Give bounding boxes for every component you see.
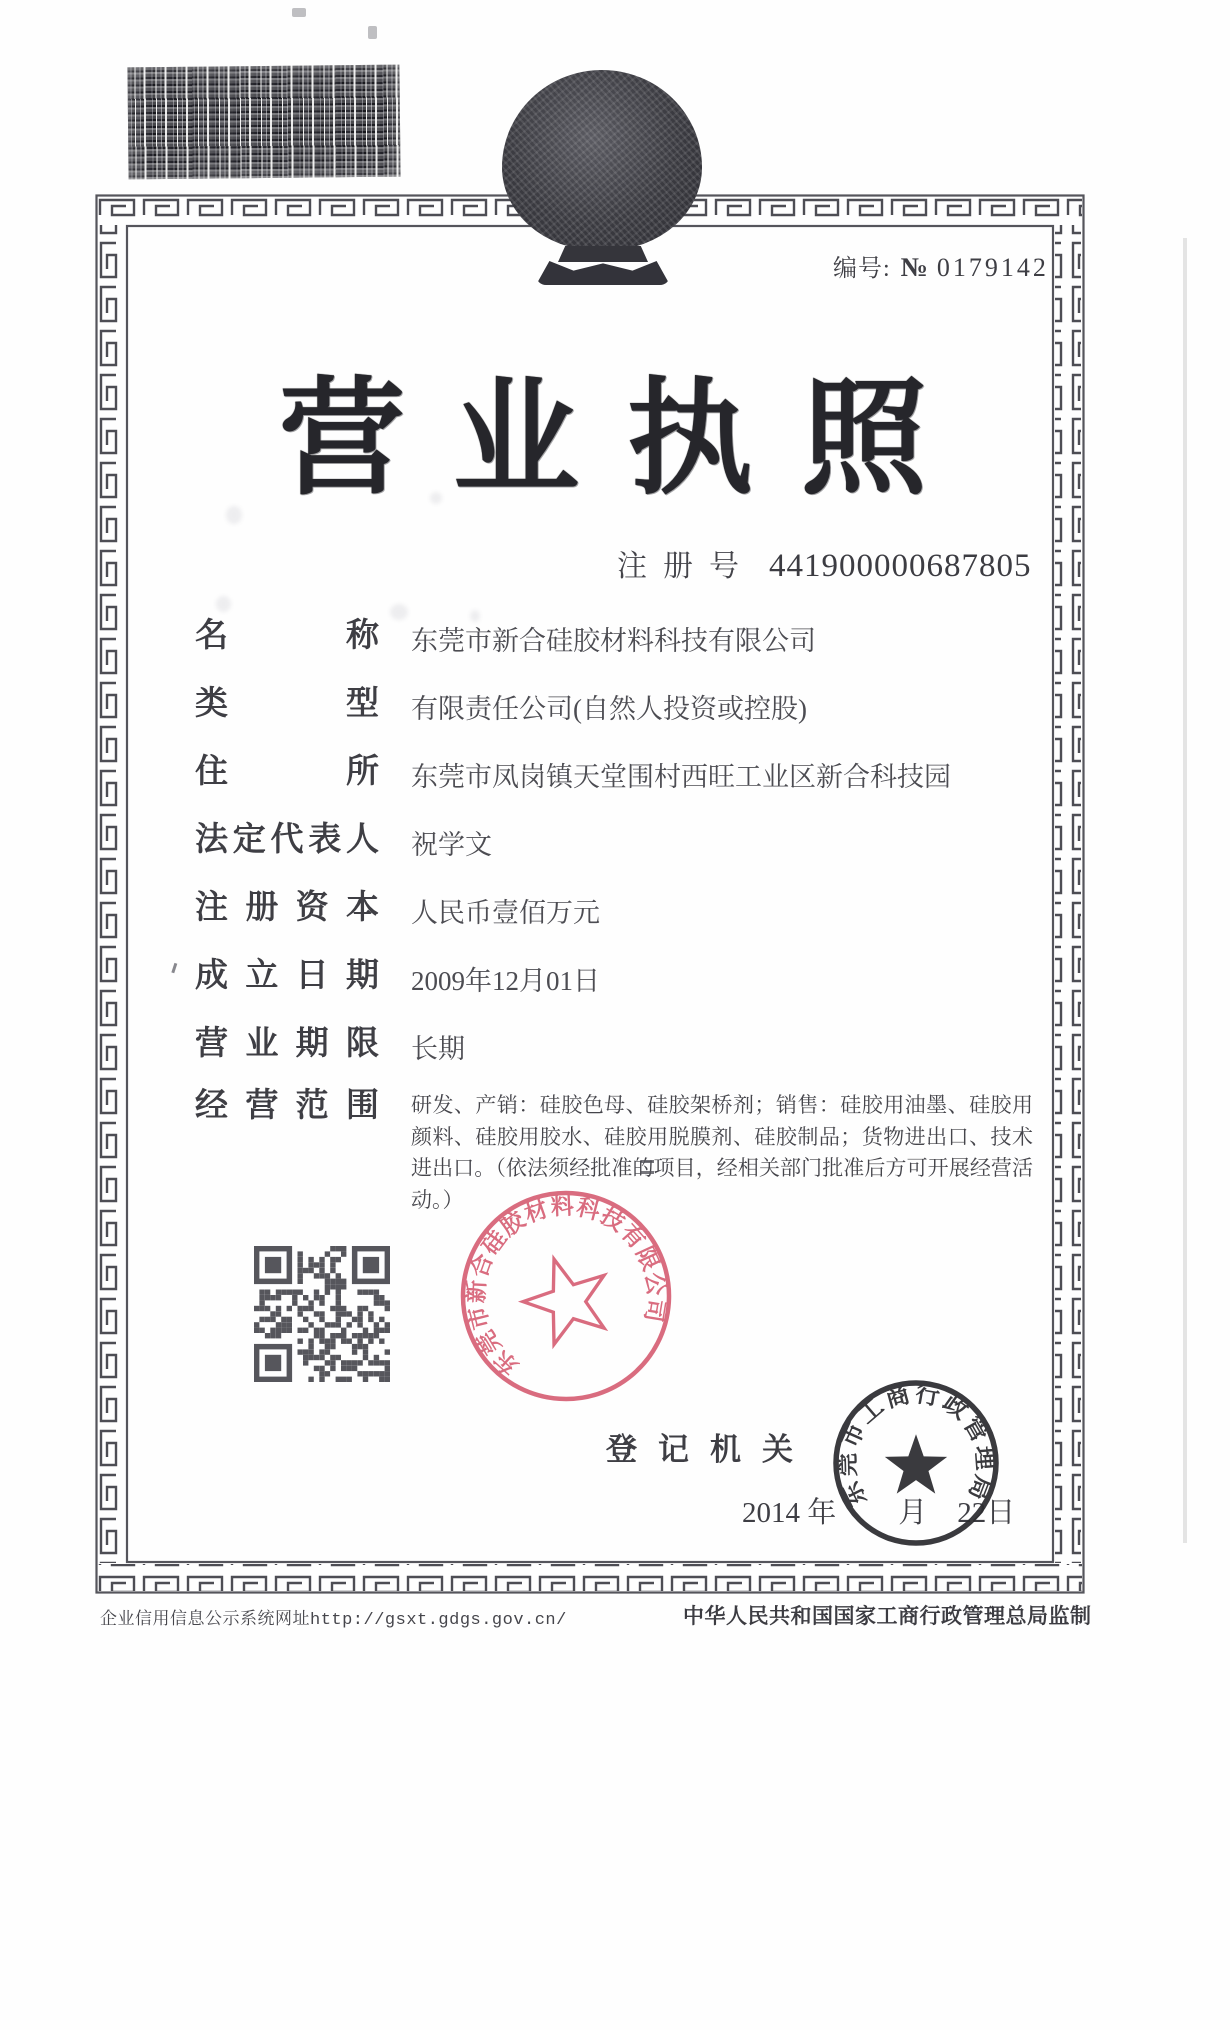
scan-speck — [368, 26, 377, 39]
field-value: 人民币壹佰万元 — [411, 898, 600, 928]
registry-seal — [821, 1368, 1011, 1558]
field-value: 有限责任公司(自然人投资或控股) — [411, 694, 807, 724]
field-row-address — [195, 752, 951, 798]
field-row-name — [195, 616, 816, 662]
field-row-registered-capital — [195, 888, 600, 934]
field-row-type — [195, 684, 807, 730]
qr-code — [254, 1246, 390, 1382]
field-label: 住所 — [195, 754, 379, 790]
field-label: 注册资本 — [195, 890, 379, 926]
national-emblem-body — [502, 70, 702, 250]
field-value: 2009年12月01日 — [411, 966, 600, 996]
field-value: 长期 — [411, 1034, 465, 1064]
field-value: 东莞市新合硅胶材料科技有限公司 — [411, 626, 816, 656]
footer-issuing-authority: 中华人民共和国国家工商行政管理总局监制 — [683, 1604, 1092, 1628]
scan-speck — [292, 8, 306, 17]
license-title: 营业执照 — [279, 371, 975, 510]
numero-symbol: № — [900, 252, 929, 282]
field-label: 类型 — [195, 686, 379, 722]
field-label: 经营范围 — [195, 1088, 379, 1124]
field-label: 名称 — [195, 618, 379, 654]
scan-mark — [641, 1160, 654, 1174]
field-label: 营业期限 — [195, 1026, 379, 1062]
registry-authority-label: 登记机关 — [606, 1432, 814, 1467]
national-emblem — [500, 70, 705, 300]
issue-day: 22日 — [957, 1497, 1016, 1529]
registration-number: 441900000687805 — [769, 548, 1032, 584]
seal-star-solid — [885, 1434, 947, 1493]
registration-label: 注册号 — [617, 550, 755, 583]
field-label: 成立日期 — [195, 958, 379, 994]
field-label: 法定代表人 — [195, 822, 379, 858]
company-seal-text: 东莞市新合硅胶材料科技有限公司 — [463, 1193, 669, 1380]
serial-number: 0179142 — [936, 253, 1049, 282]
registry-seal-text: 东莞市工商行政管理局 — [834, 1381, 998, 1511]
field-row-establishment-date — [195, 956, 600, 1002]
serial-prefix: 编号: — [833, 256, 891, 282]
field-value: 研发、产销：硅胶色母、硅胶架桥剂；销售：硅胶用油墨、硅胶用颜料、硅胶用胶水、硅胶用脱膜剂、硅胶制品；货物进出口、技术进出口。（依法须经批准的项目，经相关部门批准后方可开展经营活动。） — [411, 1093, 1033, 1212]
company-seal — [448, 1178, 684, 1414]
field-value: 祝学文 — [411, 830, 492, 860]
issue-month-unit: 月 — [898, 1497, 928, 1529]
seal-star-outline — [514, 1246, 620, 1349]
registration-number-line — [617, 541, 1032, 585]
serial-number-line — [833, 248, 1049, 283]
field-row-business-term — [195, 1024, 465, 1070]
field-value: 东莞市凤岗镇天堂围村西旺工业区新合科技园 — [411, 762, 951, 792]
barcode — [127, 65, 400, 180]
national-emblem-foot — [536, 261, 670, 285]
national-emblem-base — [558, 246, 648, 262]
svg-text:东莞市新合硅胶材料科技有限公司 — [448, 1178, 682, 1386]
footer-public-system-url: 企业信用信息公示系统网址http://gsxt.gdgs.gov.cn/ — [100, 1611, 567, 1630]
field-row-legal-representative — [195, 820, 492, 866]
issue-year: 2014 年 — [742, 1497, 837, 1529]
